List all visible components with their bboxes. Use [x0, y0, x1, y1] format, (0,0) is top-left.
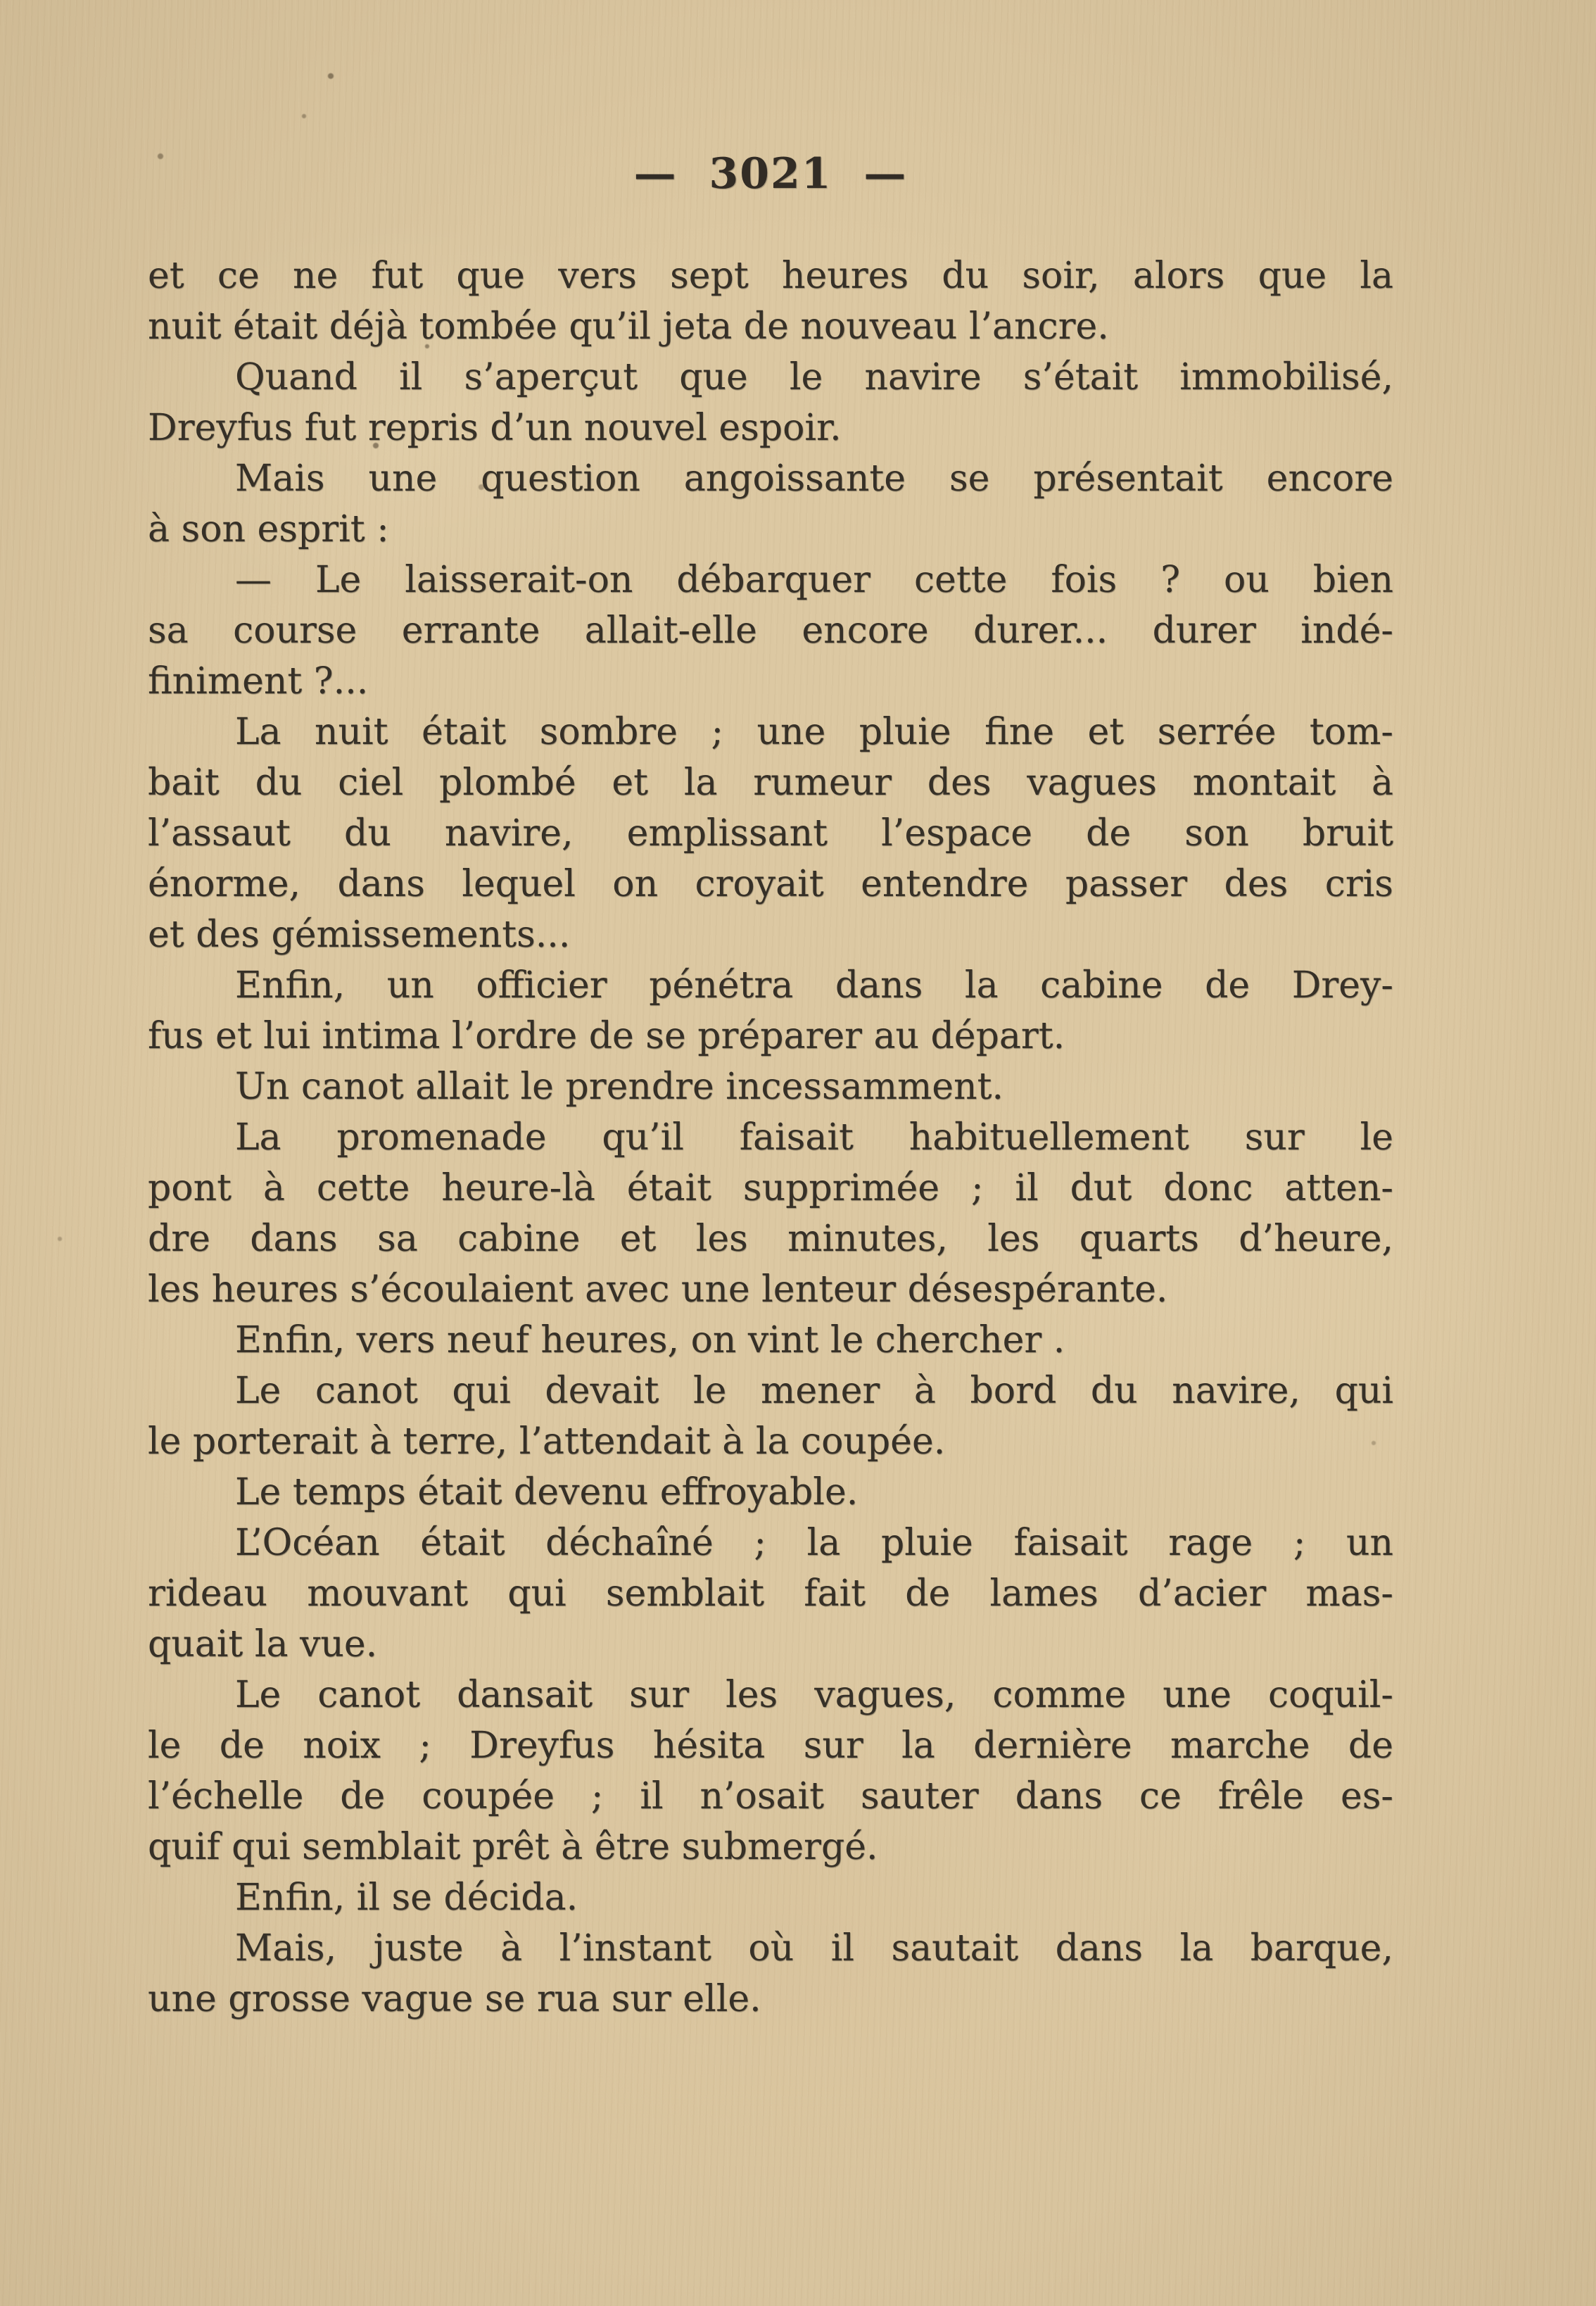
text-line: le de noix ; Dreyfus hésita sur la dernière marche de: [148, 1725, 1393, 1767]
paragraph: [148, 1872, 1393, 1923]
page-number: [148, 149, 1393, 199]
paragraph: [148, 352, 1393, 453]
text-line: Dreyfus fut repris d’un nouvel espoir.: [148, 407, 842, 449]
text-line: Enfin, vers neuf heures, on vint le chercher .: [235, 1319, 1065, 1361]
text-line: La nuit était sombre ; une pluie fine et serrée tom-: [235, 711, 1393, 753]
text-line: Un canot allait le prendre incessamment.: [235, 1066, 1003, 1108]
paragraph: [148, 453, 1393, 555]
text-line: Le canot qui devait le mener à bord du navire, qui: [235, 1370, 1393, 1412]
text-line: l’assaut du navire, emplissant l’espace de son bruit: [148, 812, 1393, 855]
paragraph: [148, 555, 1393, 707]
paragraph: [148, 707, 1393, 960]
text-line: quait la vue.: [148, 1623, 378, 1665]
text-line: rideau mouvant qui semblait fait de lames d’acier mas-: [148, 1573, 1393, 1615]
text-line: et ce ne fut que vers sept heures du soir, alors que la: [148, 255, 1393, 297]
text-line: le porterait à terre, l’attendait à la coupée.: [148, 1420, 946, 1463]
paragraph: [148, 1923, 1393, 2024]
text-line: Le temps était devenu effroyable.: [235, 1471, 859, 1513]
text-line: Mais, juste à l’instant où il sautait dans la barque,: [235, 1927, 1393, 1970]
text-line: l’échelle de coupée ; il n’osait sauter dans ce frêle es-: [148, 1775, 1393, 1817]
text-line: et des gémissements...: [148, 914, 571, 956]
text-line: quif qui semblait prêt à être submergé.: [148, 1826, 878, 1868]
paragraph: [148, 1467, 1393, 1518]
text-line: Enfin, il se décida.: [235, 1877, 578, 1919]
text-line: Enfin, un officier pénétra dans la cabine de Drey-: [235, 964, 1393, 1007]
paragraph: [148, 1315, 1393, 1366]
paragraph: [148, 1670, 1393, 1872]
paragraph: [148, 1366, 1393, 1467]
text-line: dre dans sa cabine et les minutes, les quarts d’heure,: [148, 1218, 1393, 1260]
text-line: les heures s’écoulaient avec une lenteur désespérante.: [148, 1268, 1168, 1311]
text-line: nuit était déjà tombée qu’il jeta de nouveau l’ancre.: [148, 305, 1109, 348]
page-number-text: — 3021 —: [633, 149, 908, 199]
text-line: fus et lui intima l’ordre de se préparer au départ.: [148, 1015, 1065, 1057]
text-line: Le canot dansait sur les vagues, comme une coquil-: [235, 1674, 1393, 1716]
text-line: pont à cette heure-là était supprimée ; il dut donc atten-: [148, 1167, 1393, 1209]
text-line: à son esprit :: [148, 508, 389, 550]
paragraph: [148, 1518, 1393, 1670]
text-line: La promenade qu’il faisait habituellement sur le: [235, 1116, 1393, 1159]
text-line: une grosse vague se rua sur elle.: [148, 1978, 761, 2020]
text-line: sa course errante allait-elle encore durer... durer indé-: [148, 610, 1393, 652]
paragraph: [148, 1112, 1393, 1315]
text-line: bait du ciel plombé et la rumeur des vagues montait à: [148, 762, 1393, 804]
text-line: Quand il s’aperçut que le navire s’était immobilisé,: [235, 356, 1393, 398]
paragraph: [148, 960, 1393, 1061]
text-line: L’Océan était déchaîné ; la pluie faisait rage ; un: [235, 1522, 1393, 1564]
text-line: Mais une question angoissante se présentait encore: [235, 458, 1393, 500]
text-line: finiment ?...: [148, 660, 369, 702]
paragraph: [148, 251, 1393, 352]
page-text: [148, 251, 1393, 2024]
text-line: énorme, dans lequel on croyait entendre passer des cris: [148, 863, 1393, 905]
paragraph: [148, 1061, 1393, 1112]
text-line: — Le laisserait-on débarquer cette fois ? ou bien: [235, 559, 1393, 601]
